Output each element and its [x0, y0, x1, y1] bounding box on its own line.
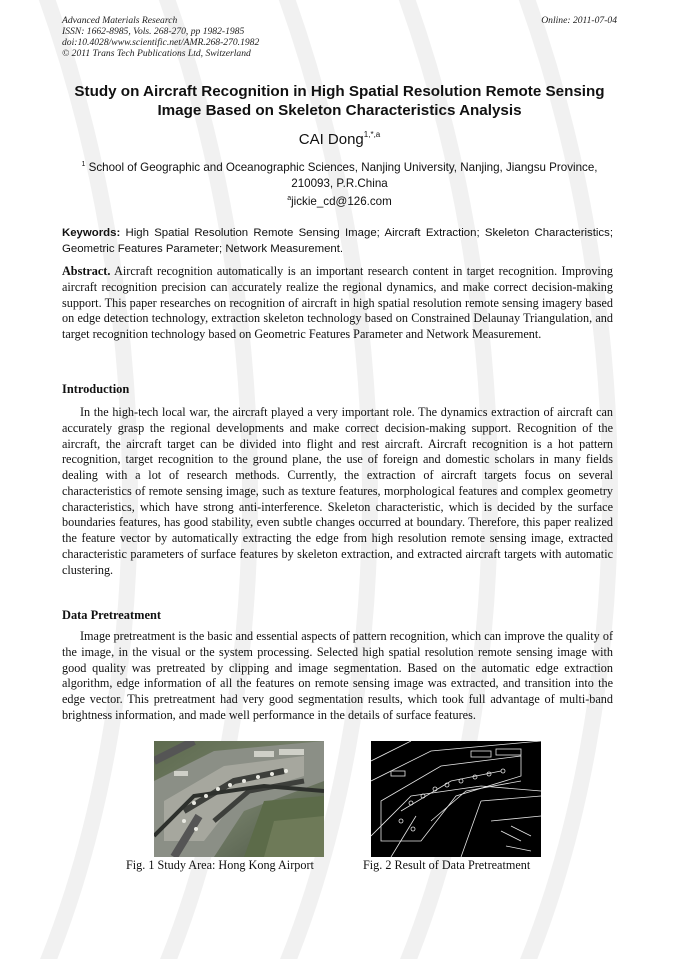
affiliation [62, 157, 617, 192]
abstract-label: Abstract. [62, 264, 111, 278]
figure-1-caption: Fig. 1 Study Area: Hong Kong Airport [126, 858, 314, 872]
figure-1-airport-image [154, 741, 324, 857]
doi-line: doi:10.4028/www.scientific.net/AMR.268-270.1982 [62, 37, 260, 48]
figure-2-caption: Fig. 2 Result of Data Pretreatment [363, 858, 531, 872]
author-line [62, 130, 617, 148]
author-email [62, 195, 617, 208]
section-heading-introduction: Introduction [62, 382, 130, 396]
copyright-line: © 2011 Trans Tech Publications Ltd, Switzerland [62, 48, 251, 59]
abstract [62, 264, 613, 343]
journal-name: Advanced Materials Research [62, 15, 178, 26]
section-heading-data-pretreatment: Data Pretreatment [62, 608, 161, 622]
keywords-text: High Spatial Resolution Remote Sensing Image; Aircraft Extraction; Skeleton Characteristics; Geometric Features Parameter; Network Measurement. [62, 227, 613, 255]
keywords-label: Keywords: [62, 227, 121, 239]
issn-line: ISSN: 1662-8985, Vols. 268-270, pp 1982-1985 [62, 26, 245, 37]
email-mark: a [287, 195, 292, 202]
author-marks: 1,*,a [363, 130, 381, 139]
figure-2-edge-result-image [371, 741, 541, 857]
affiliation-text: School of Geographic and Oceanographic Sciences, Nanjing University, Nanjing, Jiangsu Province, 210093, P.R.China [88, 161, 598, 190]
abstract-text: Aircraft recognition automatically is an important research content in target recognition. Improving aircraft recognition precision can accurately realize the regional dynamics, and make correct decision-making support. This paper researches on recognition of aircraft in high spatial resolution remote sensing imagery based on edge detection technology, extraction skeleton technology based on Constrained Delaunay Triangulation, and target recognition technology based on Geometric Features Parameter and Network Measurement. [62, 264, 614, 341]
data-pretreatment-paragraph: Image pretreatment is the basic and essential aspects of pattern recognition, which can improve the quality of the image, in the visual or the system processing. Selected high spatial resolution remote sensing image with good quality was pretreated by clipping and image segmentation. Based on the automatic edge extraction algorithm, edge information of all the features on remote sensing image was extracted, and transition into the edge vector. This pretreatment had very good segmentation results, which took full advantage of multi-band brightness information, and made well performance in the details of surface features. [62, 629, 613, 722]
journal-header [62, 15, 617, 59]
email-text: jickie_cd@126.com [291, 195, 392, 208]
online-date: Online: 2011-07-04 [541, 15, 617, 26]
introduction-paragraph: In the high-tech local war, the aircraft played a very important role. The dynamics extraction of aircraft can accurately grasp the regional developments and make correct decision-making support. Recognition of the aircraft, the aircraft target can be divided into flight and rest aircraft. Aircraft recognition is a hot pattern recognition, target recognition to the ground plane, the use of foreign and domestic scholars in many fields dealing with a lot of research methods. Currently, the extraction of aircraft targets focus on several characteristics of remote sensing image, such as texture features, morphological features and complex geometry characteristics, which have strong anti-interference. Skeleton characteristic, which is decided by the surface boundaries features, has good stability, even subtle changes occurred at boundary. Therefore, this paper realized the feature vector by automatically extracting the edge from high resolution remote sensing image, extracted characteristic parameters of surface features by skeleton extraction, and extracted aircraft targets with automatic clustering. [62, 405, 613, 577]
author-name: CAI Dong [298, 131, 364, 148]
keywords [62, 226, 613, 257]
paper-title: Study on Aircraft Recognition in High Spatial Resolution Remote Sensing Image Based on Skeleton Characteristics Analysis [74, 83, 605, 119]
affiliation-mark: 1 [81, 161, 86, 168]
